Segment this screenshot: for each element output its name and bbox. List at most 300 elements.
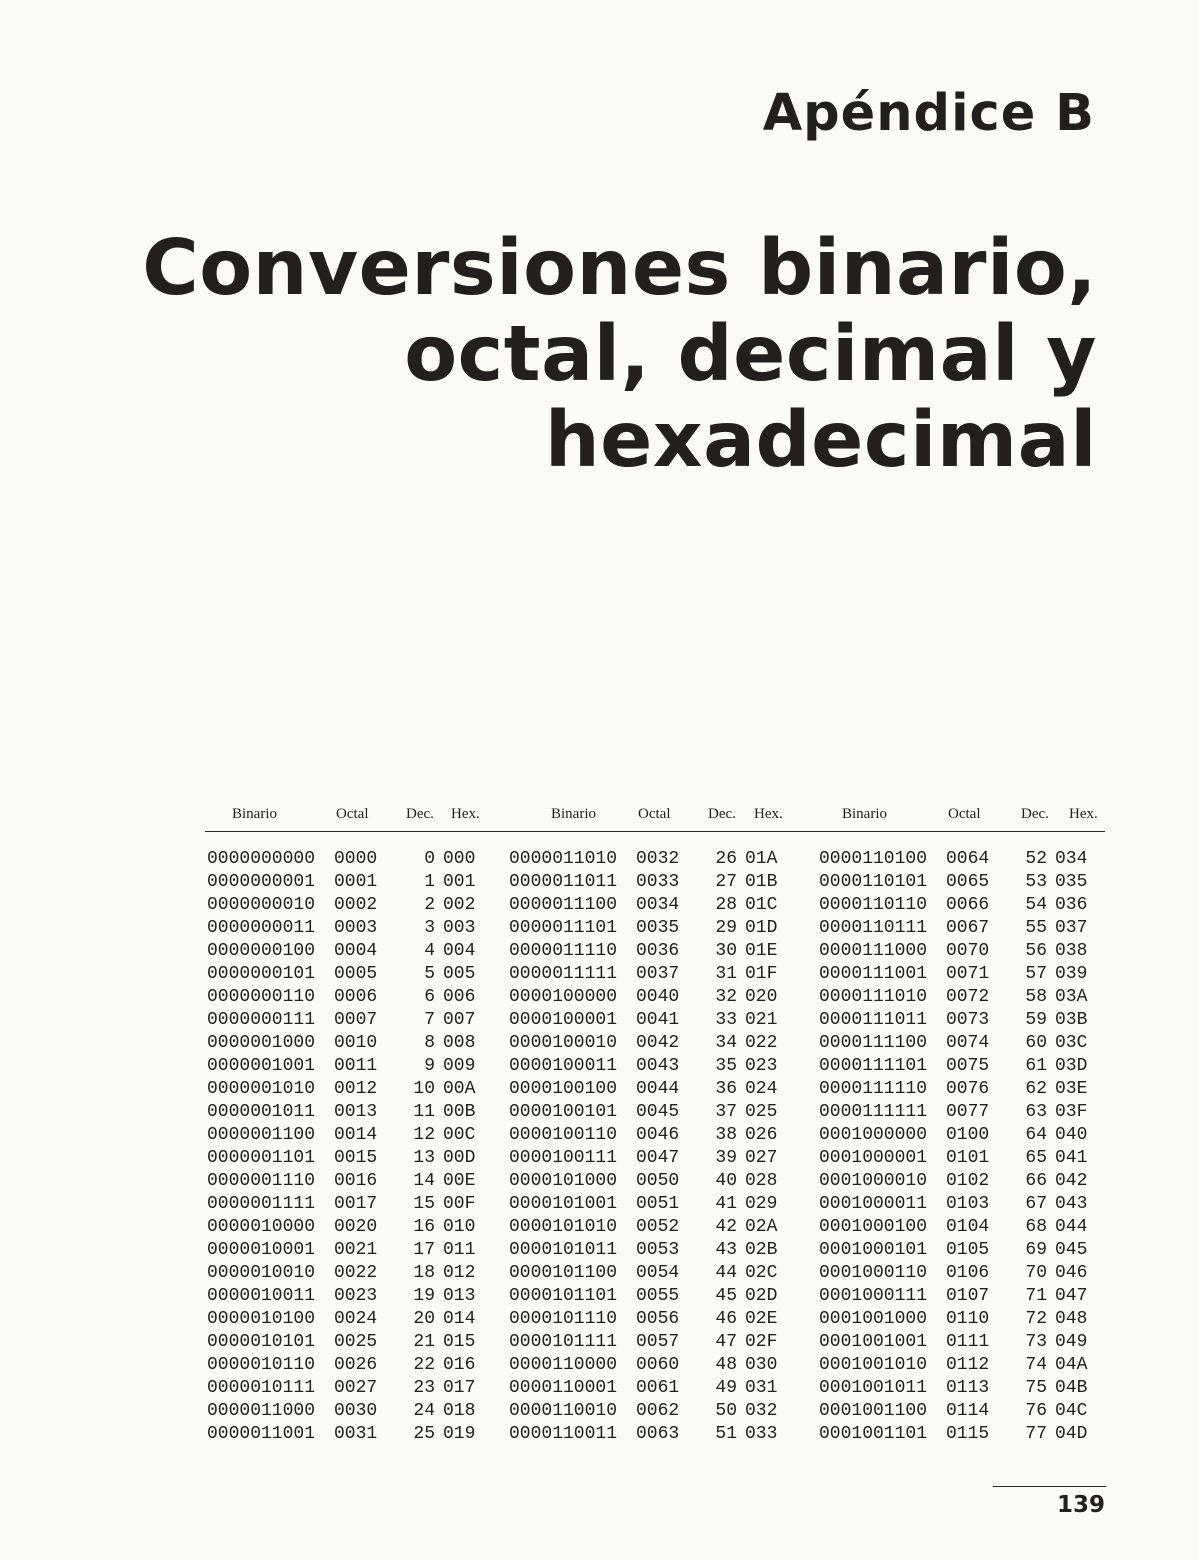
decimal-cell: 51 bbox=[715, 1424, 737, 1444]
decimal-cell: 23 bbox=[413, 1378, 435, 1398]
hex-cell: 002 bbox=[443, 895, 476, 915]
hex-cell: 00A bbox=[443, 1079, 476, 1099]
octal-cell: 0022 bbox=[334, 1263, 378, 1283]
binary-cell: 0000000011 bbox=[207, 918, 316, 938]
decimal-cell: 52 bbox=[1025, 849, 1047, 869]
binary-cell: 0001001101 bbox=[819, 1424, 928, 1444]
octal-cell: 0016 bbox=[334, 1171, 378, 1191]
octal-cell: 0027 bbox=[334, 1378, 378, 1398]
binary-cell: 0000101010 bbox=[509, 1217, 618, 1237]
hex-cell: 04D bbox=[1055, 1424, 1088, 1444]
header-hex: Hex. bbox=[754, 806, 783, 822]
decimal-cell: 28 bbox=[715, 895, 737, 915]
decimal-cell: 33 bbox=[715, 1010, 737, 1030]
decimal-cell: 29 bbox=[715, 918, 737, 938]
hex-cell: 036 bbox=[1055, 895, 1088, 915]
header-octal: Octal bbox=[336, 806, 369, 822]
octal-cell: 0041 bbox=[636, 1010, 680, 1030]
hex-cell: 02D bbox=[745, 1286, 778, 1306]
decimal-cell: 7 bbox=[424, 1010, 435, 1030]
binary-cell: 0000100011 bbox=[509, 1056, 618, 1076]
octal-cell: 0106 bbox=[946, 1263, 990, 1283]
conversion-table bbox=[205, 800, 1105, 1448]
decimal-cell: 69 bbox=[1025, 1240, 1047, 1260]
hex-cell: 029 bbox=[745, 1194, 778, 1214]
hex-cell: 001 bbox=[443, 872, 476, 892]
decimal-cell: 10 bbox=[413, 1079, 435, 1099]
octal-cell: 0107 bbox=[946, 1286, 990, 1306]
hex-cell: 00C bbox=[443, 1125, 476, 1145]
octal-cell: 0004 bbox=[334, 941, 378, 961]
binary-cell: 0000010000 bbox=[207, 1217, 316, 1237]
decimal-cell: 70 bbox=[1025, 1263, 1047, 1283]
binary-cell: 0001000000 bbox=[819, 1125, 928, 1145]
binary-cell: 0001001010 bbox=[819, 1355, 928, 1375]
hex-cell: 00D bbox=[443, 1148, 476, 1168]
binary-cell: 0000011111 bbox=[509, 964, 618, 984]
table-header bbox=[205, 800, 1105, 832]
octal-cell: 0104 bbox=[946, 1217, 990, 1237]
binary-cell: 0001000001 bbox=[819, 1148, 928, 1168]
hex-cell: 04B bbox=[1055, 1378, 1088, 1398]
binary-cell: 0000001001 bbox=[207, 1056, 316, 1076]
octal-cell: 0015 bbox=[334, 1148, 378, 1168]
hex-cell: 037 bbox=[1055, 918, 1088, 938]
octal-cell: 0073 bbox=[946, 1010, 990, 1030]
decimal-cell: 15 bbox=[413, 1194, 435, 1214]
binary-cell: 0000001110 bbox=[207, 1171, 316, 1191]
octal-cell: 0070 bbox=[946, 941, 990, 961]
header-hex: Hex. bbox=[1069, 806, 1098, 822]
decimal-cell: 11 bbox=[413, 1102, 435, 1122]
hex-cell: 015 bbox=[443, 1332, 476, 1352]
binary-cell: 0000011100 bbox=[509, 895, 618, 915]
header-hex: Hex. bbox=[451, 806, 480, 822]
decimal-cell: 21 bbox=[413, 1332, 435, 1352]
octal-cell: 0054 bbox=[636, 1263, 680, 1283]
octal-cell: 0034 bbox=[636, 895, 680, 915]
binary-cell: 0000000101 bbox=[207, 964, 316, 984]
binary-cell: 0001001001 bbox=[819, 1332, 928, 1352]
hex-cell: 025 bbox=[745, 1102, 778, 1122]
octal-cell: 0061 bbox=[636, 1378, 680, 1398]
decimal-cell: 76 bbox=[1025, 1401, 1047, 1421]
octal-cell: 0021 bbox=[334, 1240, 378, 1260]
octal-cell: 0006 bbox=[334, 987, 378, 1007]
hex-cell: 027 bbox=[745, 1148, 778, 1168]
octal-cell: 0071 bbox=[946, 964, 990, 984]
octal-cell: 0020 bbox=[334, 1217, 378, 1237]
title-line: Conversiones binario, bbox=[142, 224, 1097, 313]
header-decimal: Dec. bbox=[406, 806, 434, 822]
octal-cell: 0076 bbox=[946, 1079, 990, 1099]
decimal-cell: 2 bbox=[424, 895, 435, 915]
decimal-cell: 18 bbox=[413, 1263, 435, 1283]
header-decimal: Dec. bbox=[708, 806, 736, 822]
hex-cell: 038 bbox=[1055, 941, 1088, 961]
hex-cell: 003 bbox=[443, 918, 476, 938]
decimal-cell: 49 bbox=[715, 1378, 737, 1398]
decimal-cell: 20 bbox=[413, 1309, 435, 1329]
decimal-cell: 53 bbox=[1025, 872, 1047, 892]
octal-cell: 0111 bbox=[946, 1332, 990, 1352]
octal-cell: 0074 bbox=[946, 1033, 990, 1053]
binary-cell: 0000100000 bbox=[509, 987, 618, 1007]
appendix-label: Apéndice B bbox=[762, 84, 1095, 143]
binary-cell: 0000011011 bbox=[509, 872, 618, 892]
decimal-cell: 39 bbox=[715, 1148, 737, 1168]
hex-cell: 02B bbox=[745, 1240, 778, 1260]
octal-cell: 0072 bbox=[946, 987, 990, 1007]
binary-cell: 0000110001 bbox=[509, 1378, 618, 1398]
hex-cell: 03B bbox=[1055, 1010, 1088, 1030]
hex-cell: 02A bbox=[745, 1217, 778, 1237]
binary-cell: 0001000111 bbox=[819, 1286, 928, 1306]
chapter-title bbox=[142, 226, 1097, 484]
decimal-cell: 16 bbox=[413, 1217, 435, 1237]
octal-cell: 0053 bbox=[636, 1240, 680, 1260]
hex-cell: 005 bbox=[443, 964, 476, 984]
octal-cell: 0064 bbox=[946, 849, 990, 869]
decimal-cell: 6 bbox=[424, 987, 435, 1007]
hex-cell: 024 bbox=[745, 1079, 778, 1099]
octal-cell: 0100 bbox=[946, 1125, 990, 1145]
decimal-cell: 46 bbox=[715, 1309, 737, 1329]
decimal-cell: 47 bbox=[715, 1332, 737, 1352]
binary-cell: 0000001100 bbox=[207, 1125, 316, 1145]
octal-cell: 0056 bbox=[636, 1309, 680, 1329]
hex-cell: 040 bbox=[1055, 1125, 1088, 1145]
binary-cell: 0000111111 bbox=[819, 1102, 928, 1122]
binary-cell: 0000010010 bbox=[207, 1263, 316, 1283]
hex-cell: 034 bbox=[1055, 849, 1088, 869]
hex-cell: 01F bbox=[745, 964, 778, 984]
binary-cell: 0000001000 bbox=[207, 1033, 316, 1053]
decimal-cell: 57 bbox=[1025, 964, 1047, 984]
binary-cell: 0000001011 bbox=[207, 1102, 316, 1122]
octal-cell: 0005 bbox=[334, 964, 378, 984]
decimal-cell: 4 bbox=[424, 941, 435, 961]
hex-cell: 03E bbox=[1055, 1079, 1088, 1099]
binary-cell: 0000011010 bbox=[509, 849, 618, 869]
decimal-cell: 40 bbox=[715, 1171, 737, 1191]
hex-cell: 008 bbox=[443, 1033, 476, 1053]
octal-cell: 0000 bbox=[334, 849, 378, 869]
hex-cell: 01C bbox=[745, 895, 778, 915]
octal-cell: 0007 bbox=[334, 1010, 378, 1030]
hex-cell: 032 bbox=[745, 1401, 778, 1421]
binary-cell: 0000011000 bbox=[207, 1401, 316, 1421]
octal-cell: 0050 bbox=[636, 1171, 680, 1191]
binary-cell: 0000110011 bbox=[509, 1424, 618, 1444]
binary-cell: 0000110111 bbox=[819, 918, 928, 938]
binary-cell: 0000001111 bbox=[207, 1194, 316, 1214]
octal-cell: 0077 bbox=[946, 1102, 990, 1122]
binary-cell: 0000101101 bbox=[509, 1286, 618, 1306]
hex-cell: 021 bbox=[745, 1010, 778, 1030]
decimal-cell: 34 bbox=[715, 1033, 737, 1053]
hex-cell: 039 bbox=[1055, 964, 1088, 984]
decimal-cell: 3 bbox=[424, 918, 435, 938]
binary-cell: 0000010101 bbox=[207, 1332, 316, 1352]
octal-cell: 0112 bbox=[946, 1355, 990, 1375]
binary-cell: 0001001000 bbox=[819, 1309, 928, 1329]
decimal-cell: 62 bbox=[1025, 1079, 1047, 1099]
hex-cell: 016 bbox=[443, 1355, 476, 1375]
header-decimal: Dec. bbox=[1021, 806, 1049, 822]
binary-cell: 0000001101 bbox=[207, 1148, 316, 1168]
octal-cell: 0002 bbox=[334, 895, 378, 915]
decimal-cell: 5 bbox=[424, 964, 435, 984]
octal-cell: 0011 bbox=[334, 1056, 378, 1076]
decimal-cell: 67 bbox=[1025, 1194, 1047, 1214]
binary-cell: 0000100100 bbox=[509, 1079, 618, 1099]
decimal-cell: 59 bbox=[1025, 1010, 1047, 1030]
binary-cell: 0000000001 bbox=[207, 872, 316, 892]
hex-cell: 01B bbox=[745, 872, 778, 892]
binary-cell: 0000111101 bbox=[819, 1056, 928, 1076]
hex-cell: 023 bbox=[745, 1056, 778, 1076]
decimal-cell: 38 bbox=[715, 1125, 737, 1145]
hex-cell: 04A bbox=[1055, 1355, 1088, 1375]
octal-cell: 0066 bbox=[946, 895, 990, 915]
binary-cell: 0000111001 bbox=[819, 964, 928, 984]
binary-cell: 0000010001 bbox=[207, 1240, 316, 1260]
decimal-cell: 35 bbox=[715, 1056, 737, 1076]
hex-cell: 00F bbox=[443, 1194, 476, 1214]
header-octal: Octal bbox=[948, 806, 981, 822]
binary-cell: 0001000110 bbox=[819, 1263, 928, 1283]
decimal-cell: 13 bbox=[413, 1148, 435, 1168]
octal-cell: 0003 bbox=[334, 918, 378, 938]
decimal-cell: 31 bbox=[715, 964, 737, 984]
decimal-cell: 65 bbox=[1025, 1148, 1047, 1168]
binary-cell: 0000110101 bbox=[819, 872, 928, 892]
binary-cell: 0000001010 bbox=[207, 1079, 316, 1099]
octal-cell: 0051 bbox=[636, 1194, 680, 1214]
octal-cell: 0075 bbox=[946, 1056, 990, 1076]
binary-cell: 0000110000 bbox=[509, 1355, 618, 1375]
decimal-cell: 42 bbox=[715, 1217, 737, 1237]
page-number: 139 bbox=[1056, 1492, 1105, 1518]
hex-cell: 033 bbox=[745, 1424, 778, 1444]
decimal-cell: 61 bbox=[1025, 1056, 1047, 1076]
binary-cell: 0001001100 bbox=[819, 1401, 928, 1421]
binary-cell: 0000010110 bbox=[207, 1355, 316, 1375]
hex-cell: 031 bbox=[745, 1378, 778, 1398]
hex-cell: 00E bbox=[443, 1171, 476, 1191]
octal-cell: 0013 bbox=[334, 1102, 378, 1122]
binary-cell: 0000101110 bbox=[509, 1309, 618, 1329]
binary-cell: 0000010111 bbox=[207, 1378, 316, 1398]
decimal-cell: 32 bbox=[715, 987, 737, 1007]
binary-cell: 0000100001 bbox=[509, 1010, 618, 1030]
footer-rule bbox=[993, 1486, 1106, 1487]
hex-cell: 01E bbox=[745, 941, 778, 961]
binary-cell: 0000101111 bbox=[509, 1332, 618, 1352]
decimal-cell: 0 bbox=[424, 849, 435, 869]
hex-cell: 042 bbox=[1055, 1171, 1088, 1191]
hex-cell: 045 bbox=[1055, 1240, 1088, 1260]
octal-cell: 0012 bbox=[334, 1079, 378, 1099]
binary-cell: 0001000101 bbox=[819, 1240, 928, 1260]
hex-cell: 02F bbox=[745, 1332, 778, 1352]
decimal-cell: 55 bbox=[1025, 918, 1047, 938]
octal-cell: 0110 bbox=[946, 1309, 990, 1329]
hex-cell: 004 bbox=[443, 941, 476, 961]
hex-cell: 026 bbox=[745, 1125, 778, 1145]
decimal-cell: 77 bbox=[1025, 1424, 1047, 1444]
binary-cell: 0001000011 bbox=[819, 1194, 928, 1214]
decimal-cell: 72 bbox=[1025, 1309, 1047, 1329]
decimal-cell: 64 bbox=[1025, 1125, 1047, 1145]
hex-cell: 02E bbox=[745, 1309, 778, 1329]
decimal-cell: 24 bbox=[413, 1401, 435, 1421]
decimal-cell: 56 bbox=[1025, 941, 1047, 961]
octal-cell: 0062 bbox=[636, 1401, 680, 1421]
decimal-cell: 63 bbox=[1025, 1102, 1047, 1122]
octal-cell: 0031 bbox=[334, 1424, 378, 1444]
hex-cell: 022 bbox=[745, 1033, 778, 1053]
octal-cell: 0114 bbox=[946, 1401, 990, 1421]
decimal-cell: 43 bbox=[715, 1240, 737, 1260]
hex-cell: 01D bbox=[745, 918, 778, 938]
decimal-cell: 17 bbox=[413, 1240, 435, 1260]
decimal-cell: 8 bbox=[424, 1033, 435, 1053]
decimal-cell: 25 bbox=[413, 1424, 435, 1444]
decimal-cell: 9 bbox=[424, 1056, 435, 1076]
octal-cell: 0055 bbox=[636, 1286, 680, 1306]
decimal-cell: 14 bbox=[413, 1171, 435, 1191]
octal-cell: 0060 bbox=[636, 1355, 680, 1375]
hex-cell: 028 bbox=[745, 1171, 778, 1191]
binary-cell: 0000000100 bbox=[207, 941, 316, 961]
decimal-cell: 44 bbox=[715, 1263, 737, 1283]
octal-cell: 0052 bbox=[636, 1217, 680, 1237]
binary-cell: 0000010011 bbox=[207, 1286, 316, 1306]
binary-cell: 0000111011 bbox=[819, 1010, 928, 1030]
octal-cell: 0067 bbox=[946, 918, 990, 938]
hex-cell: 035 bbox=[1055, 872, 1088, 892]
decimal-cell: 74 bbox=[1025, 1355, 1047, 1375]
octal-cell: 0102 bbox=[946, 1171, 990, 1191]
binary-cell: 0000000110 bbox=[207, 987, 316, 1007]
octal-cell: 0057 bbox=[636, 1332, 680, 1352]
binary-cell: 0000011101 bbox=[509, 918, 618, 938]
binary-cell: 0000000111 bbox=[207, 1010, 316, 1030]
hex-cell: 043 bbox=[1055, 1194, 1088, 1214]
binary-cell: 0000000000 bbox=[207, 849, 316, 869]
binary-cell: 0001000010 bbox=[819, 1171, 928, 1191]
decimal-cell: 27 bbox=[715, 872, 737, 892]
hex-cell: 020 bbox=[745, 987, 778, 1007]
hex-cell: 01A bbox=[745, 849, 778, 869]
binary-cell: 0000101100 bbox=[509, 1263, 618, 1283]
binary-cell: 0000110010 bbox=[509, 1401, 618, 1421]
hex-cell: 030 bbox=[745, 1355, 778, 1375]
octal-cell: 0043 bbox=[636, 1056, 680, 1076]
decimal-cell: 1 bbox=[424, 872, 435, 892]
binary-cell: 0000100010 bbox=[509, 1033, 618, 1053]
binary-cell: 0000101011 bbox=[509, 1240, 618, 1260]
hex-cell: 046 bbox=[1055, 1263, 1088, 1283]
decimal-cell: 37 bbox=[715, 1102, 737, 1122]
octal-cell: 0047 bbox=[636, 1148, 680, 1168]
octal-cell: 0037 bbox=[636, 964, 680, 984]
decimal-cell: 50 bbox=[715, 1401, 737, 1421]
decimal-cell: 73 bbox=[1025, 1332, 1047, 1352]
octal-cell: 0023 bbox=[334, 1286, 378, 1306]
hex-cell: 009 bbox=[443, 1056, 476, 1076]
octal-cell: 0032 bbox=[636, 849, 680, 869]
binary-cell: 0000110100 bbox=[819, 849, 928, 869]
octal-cell: 0033 bbox=[636, 872, 680, 892]
hex-cell: 017 bbox=[443, 1378, 476, 1398]
binary-cell: 0000111110 bbox=[819, 1079, 928, 1099]
decimal-cell: 68 bbox=[1025, 1217, 1047, 1237]
octal-cell: 0030 bbox=[334, 1401, 378, 1421]
binary-cell: 0000111000 bbox=[819, 941, 928, 961]
octal-cell: 0113 bbox=[946, 1378, 990, 1398]
binary-cell: 0000011110 bbox=[509, 941, 618, 961]
title-line: hexadecimal bbox=[544, 396, 1097, 485]
hex-cell: 041 bbox=[1055, 1148, 1088, 1168]
hex-cell: 00B bbox=[443, 1102, 476, 1122]
decimal-cell: 41 bbox=[715, 1194, 737, 1214]
octal-cell: 0044 bbox=[636, 1079, 680, 1099]
octal-cell: 0046 bbox=[636, 1125, 680, 1145]
decimal-cell: 60 bbox=[1025, 1033, 1047, 1053]
header-binary: Binario bbox=[842, 806, 887, 822]
octal-cell: 0025 bbox=[334, 1332, 378, 1352]
hex-cell: 010 bbox=[443, 1217, 476, 1237]
binary-cell: 0000011001 bbox=[207, 1424, 316, 1444]
hex-cell: 047 bbox=[1055, 1286, 1088, 1306]
octal-cell: 0017 bbox=[334, 1194, 378, 1214]
hex-cell: 006 bbox=[443, 987, 476, 1007]
decimal-cell: 48 bbox=[715, 1355, 737, 1375]
decimal-cell: 45 bbox=[715, 1286, 737, 1306]
binary-cell: 0000000010 bbox=[207, 895, 316, 915]
octal-cell: 0063 bbox=[636, 1424, 680, 1444]
binary-cell: 0000111100 bbox=[819, 1033, 928, 1053]
decimal-cell: 36 bbox=[715, 1079, 737, 1099]
binary-cell: 0000010100 bbox=[207, 1309, 316, 1329]
decimal-cell: 71 bbox=[1025, 1286, 1047, 1306]
octal-cell: 0103 bbox=[946, 1194, 990, 1214]
hex-cell: 007 bbox=[443, 1010, 476, 1030]
decimal-cell: 58 bbox=[1025, 987, 1047, 1007]
hex-cell: 04C bbox=[1055, 1401, 1088, 1421]
hex-cell: 03D bbox=[1055, 1056, 1088, 1076]
octal-cell: 0024 bbox=[334, 1309, 378, 1329]
binary-cell: 0001001011 bbox=[819, 1378, 928, 1398]
octal-cell: 0035 bbox=[636, 918, 680, 938]
octal-cell: 0105 bbox=[946, 1240, 990, 1260]
octal-cell: 0036 bbox=[636, 941, 680, 961]
header-binary: Binario bbox=[232, 806, 277, 822]
hex-cell: 012 bbox=[443, 1263, 476, 1283]
hex-cell: 000 bbox=[443, 849, 476, 869]
hex-cell: 044 bbox=[1055, 1217, 1088, 1237]
hex-cell: 018 bbox=[443, 1401, 476, 1421]
hex-cell: 014 bbox=[443, 1309, 476, 1329]
decimal-cell: 22 bbox=[413, 1355, 435, 1375]
binary-cell: 0000100110 bbox=[509, 1125, 618, 1145]
octal-cell: 0115 bbox=[946, 1424, 990, 1444]
decimal-cell: 66 bbox=[1025, 1171, 1047, 1191]
hex-cell: 03F bbox=[1055, 1102, 1088, 1122]
